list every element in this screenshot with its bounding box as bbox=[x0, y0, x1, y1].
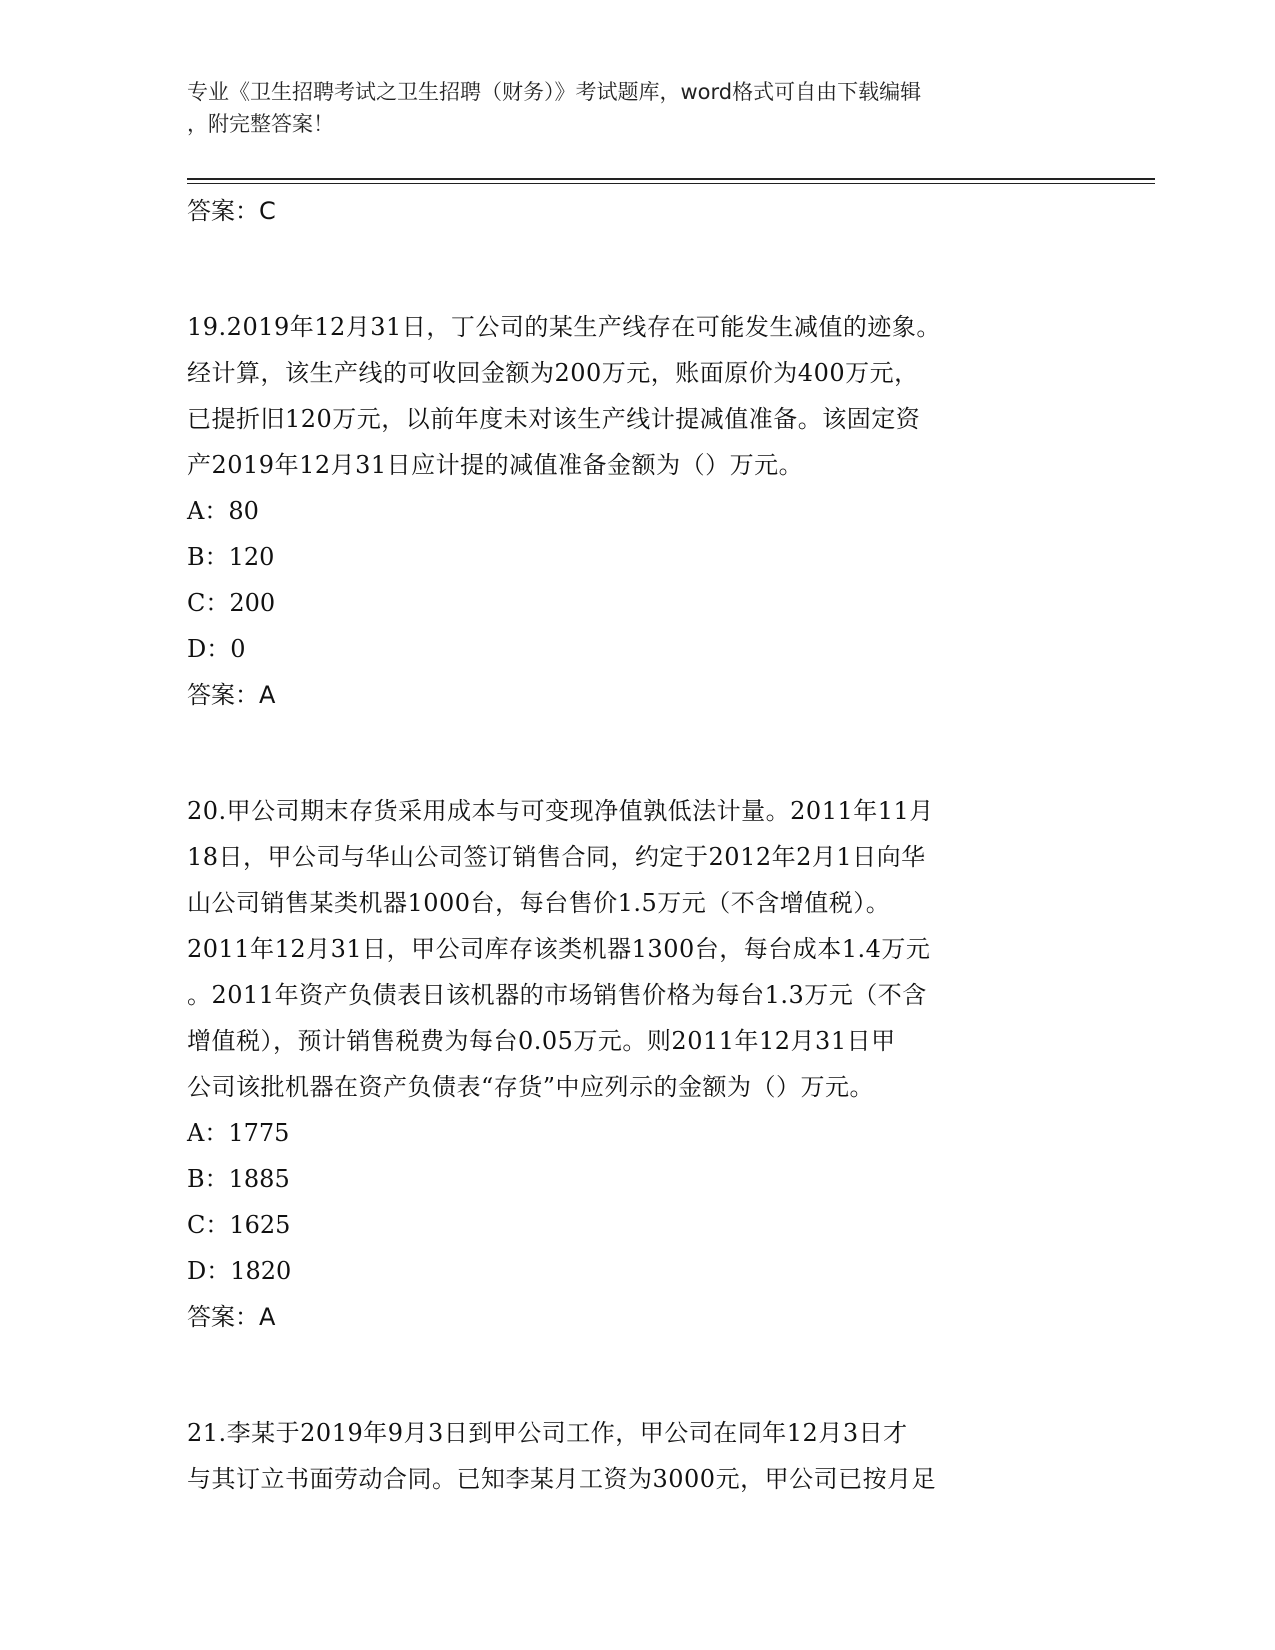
document-body bbox=[187, 188, 1087, 1502]
question-text-line: 19.2019年12月31日，丁公司的某生产线存在可能发生减值的迹象。 bbox=[187, 313, 941, 341]
option-b: B：120 bbox=[187, 543, 275, 571]
question-20 bbox=[187, 788, 1087, 1340]
question-text-line: 已提折旧120万元，以前年度未对该生产线计提减值准备。该固定资 bbox=[187, 405, 921, 433]
option-a: A：1775 bbox=[187, 1119, 290, 1147]
previous-answer: 答案：C bbox=[187, 197, 276, 225]
option-c: C：200 bbox=[187, 589, 276, 617]
question-21 bbox=[187, 1410, 1087, 1502]
question-19 bbox=[187, 304, 1087, 718]
document-header bbox=[187, 76, 1087, 140]
option-b: B：1885 bbox=[187, 1165, 290, 1193]
option-d: D：0 bbox=[187, 635, 246, 663]
option-d: D：1820 bbox=[187, 1257, 292, 1285]
question-text-line: 20.甲公司期末存货采用成本与可变现净值孰低法计量。2011年11月 bbox=[187, 797, 934, 825]
header-line-2: ，附完整答案！ bbox=[187, 112, 334, 136]
header-rule-thick bbox=[187, 178, 1155, 180]
question-text-line: 18日，甲公司与华山公司签订销售合同，约定于2012年2月1日向华 bbox=[187, 843, 926, 871]
header-rule-thin bbox=[187, 183, 1155, 184]
question-text-line: 与其订立书面劳动合同。已知李某月工资为3000元，甲公司已按月足 bbox=[187, 1465, 937, 1493]
answer: 答案：A bbox=[187, 1303, 276, 1331]
answer: 答案：A bbox=[187, 681, 276, 709]
question-text-line: 。2011年资产负债表日该机器的市场销售价格为每台1.3万元（不含 bbox=[187, 981, 927, 1009]
question-text-line: 公司该批机器在资产负债表“存货”中应列示的金额为（）万元。 bbox=[187, 1073, 875, 1101]
question-text-line: 产2019年12月31日应计提的减值准备金额为（）万元。 bbox=[187, 451, 804, 479]
question-text-line: 经计算，该生产线的可收回金额为200万元，账面原价为400万元， bbox=[187, 359, 919, 387]
question-text-line: 山公司销售某类机器1000台，每台售价1.5万元（不含增值税）。 bbox=[187, 889, 891, 917]
question-text-line: 增值税），预计销售税费为每台0.05万元。则2011年12月31日甲 bbox=[187, 1027, 896, 1055]
question-text-line: 21.李某于2019年9月3日到甲公司工作，甲公司在同年12月3日才 bbox=[187, 1419, 908, 1447]
question-text-line: 2011年12月31日，甲公司库存该类机器1300台，每台成本1.4万元 bbox=[187, 935, 931, 963]
header-line-1: 专业《卫生招聘考试之卫生招聘（财务）》考试题库，word格式可自由下载编辑 bbox=[187, 80, 922, 104]
option-a: A：80 bbox=[187, 497, 259, 525]
option-c: C：1625 bbox=[187, 1211, 291, 1239]
